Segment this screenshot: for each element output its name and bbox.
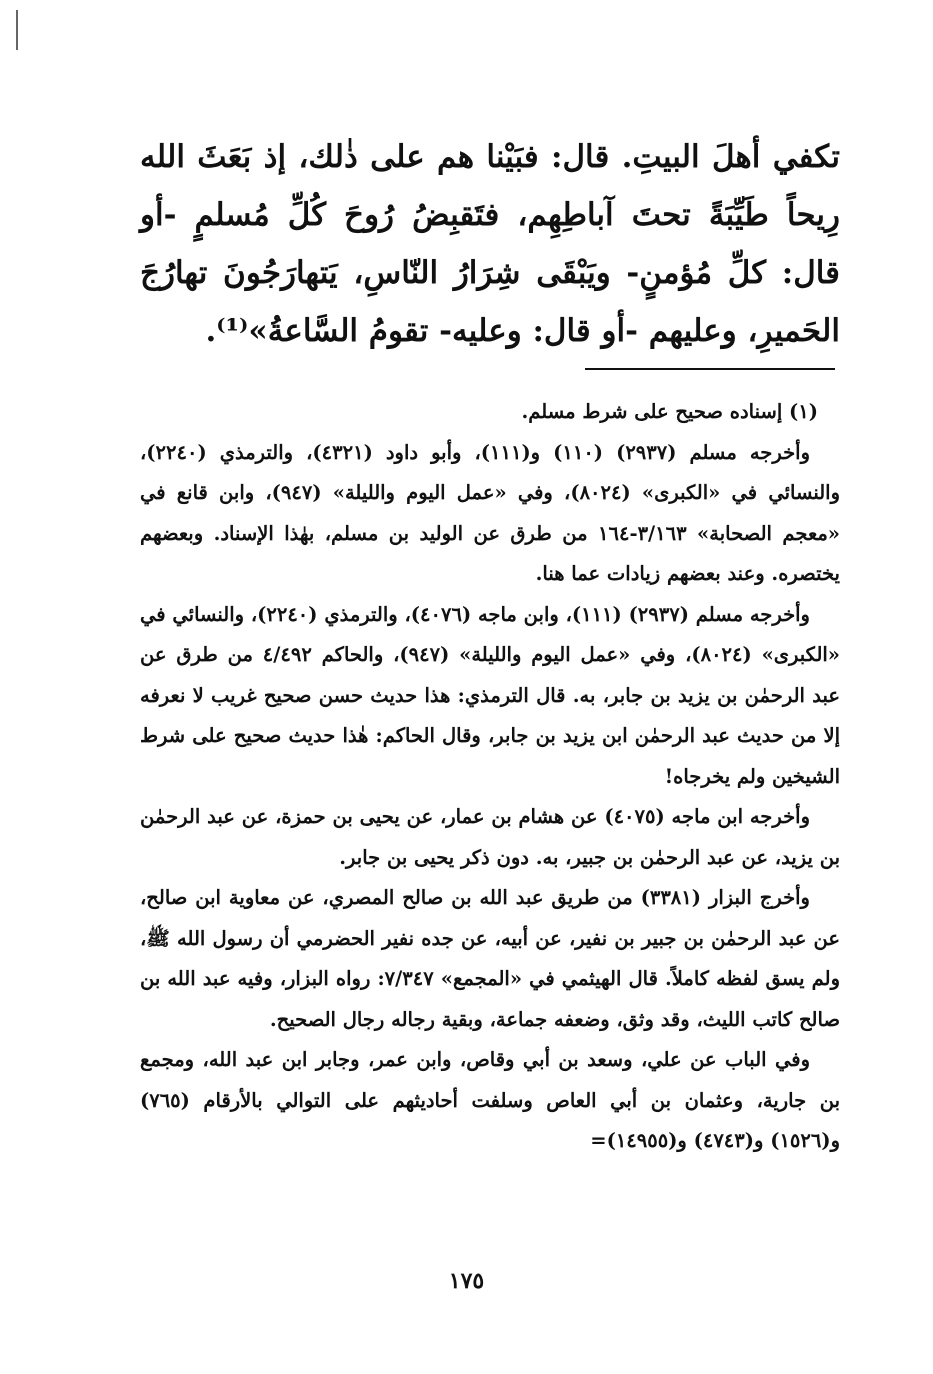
main-text-block bbox=[140, 128, 840, 360]
footnote-paragraph: وأخرجه مسلم (٢٩٣٧) (١١٠) و(١١١)، وأبو داود (٤٣٢١)، والترمذي (٢٢٤٠)، والنسائي في «الكبرى» (٨٠٢٤)، وفي «عمل اليوم والليلة» (٩٤٧)، وابن قانع في «معجم الصحابة» ٣/١٦٣-١٦٤ من طرق عن الوليد بن مسلم، بهٰذا الإسناد. وبعضهم يختصره. وعند بعضهم زيادات عما هنا. bbox=[140, 440, 840, 585]
footnote-paragraph: وأخرجه ابن ماجه (٤٠٧٥) عن هشام بن عمار، عن يحيى بن حمزة، عن عبد الرحمٰن بن يزيد، عن عبد الرحمٰن بن جبير، به. دون ذكر يحيى بن جابر. bbox=[140, 805, 840, 869]
main-paragraph: تكفي أهلَ البيتِ. قال: فبَيْنا هم على ذٰلك، إذ بَعَثَ الله رِيحاً طَيِّبَةً تحتَ آباطِهِم، فتَقبِضُ رُوحَ كُلِّ مُسلمٍ -أو قال: كلِّ مُؤمنٍ- ويَبْقَى شِرَارُ النّاسِ، يَتهارَجُونَ تهارُجَ الحَميرِ، وعليهم -أو قال: وعليه- تقومُ السَّاعةُ»⁽¹⁾. bbox=[140, 139, 840, 349]
footnote-separator bbox=[585, 368, 835, 370]
footnote-paragraph: وأخرجه مسلم (٢٩٣٧) (١١١)، وابن ماجه (٤٠٧٦)، والترمذي (٢٢٤٠)، والنسائي في «الكبرى» (٨٠٢٤)، وفي «عمل اليوم والليلة» (٩٤٧)، والحاكم ٤/٤٩٢ من طرق عن عبد الرحمٰن بن يزيد بن جابر، به. قال الترمذي: هذا حديث حسن صحيح غريب لا نعرفه إلا من حديث عبد الرحمٰن ابن يزيد بن جابر، وقال الحاكم: هٰذا حديث صحيح على شرط الشيخين ولم يخرجاه! bbox=[140, 602, 840, 788]
scan-margin-mark bbox=[16, 10, 18, 50]
footnotes-block bbox=[140, 392, 840, 1162]
footnote-1: (١) إسناده صحيح على شرط مسلم. bbox=[521, 400, 818, 423]
footnote-paragraph: وفي الباب عن علي، وسعد بن أبي وقاص، وابن عمر، وجابر ابن عبد الله، ومجمع بن جارية، وعثمان بن أبي العاص وسلفت أحاديثهم على التوالي بالأرقام (٧٦٥) و(١٥٢٦) و(٤٧٤٣) و(١٤٩٥٥)= bbox=[140, 1048, 841, 1152]
page-number: ١٧٥ bbox=[448, 1268, 485, 1294]
footnote-paragraph: وأخرج البزار (٣٣٨١) من طريق عبد الله بن صالح المصري، عن معاوية ابن صالح، عن عبد الرحمٰن بن جبير بن نفير، عن أبيه، عن جده نفير الحضرمي أن رسول الله ﷺ، ولم يسق لفظه كاملاً. قال الهيثمي في «المجمع» ٧/٣٤٧: رواه البزار، وفيه عبد الله بن صالح كاتب الليث، وقد وثق، وضعفه جماعة، وبقية رجاله رجال الصحيح. bbox=[140, 886, 840, 1031]
